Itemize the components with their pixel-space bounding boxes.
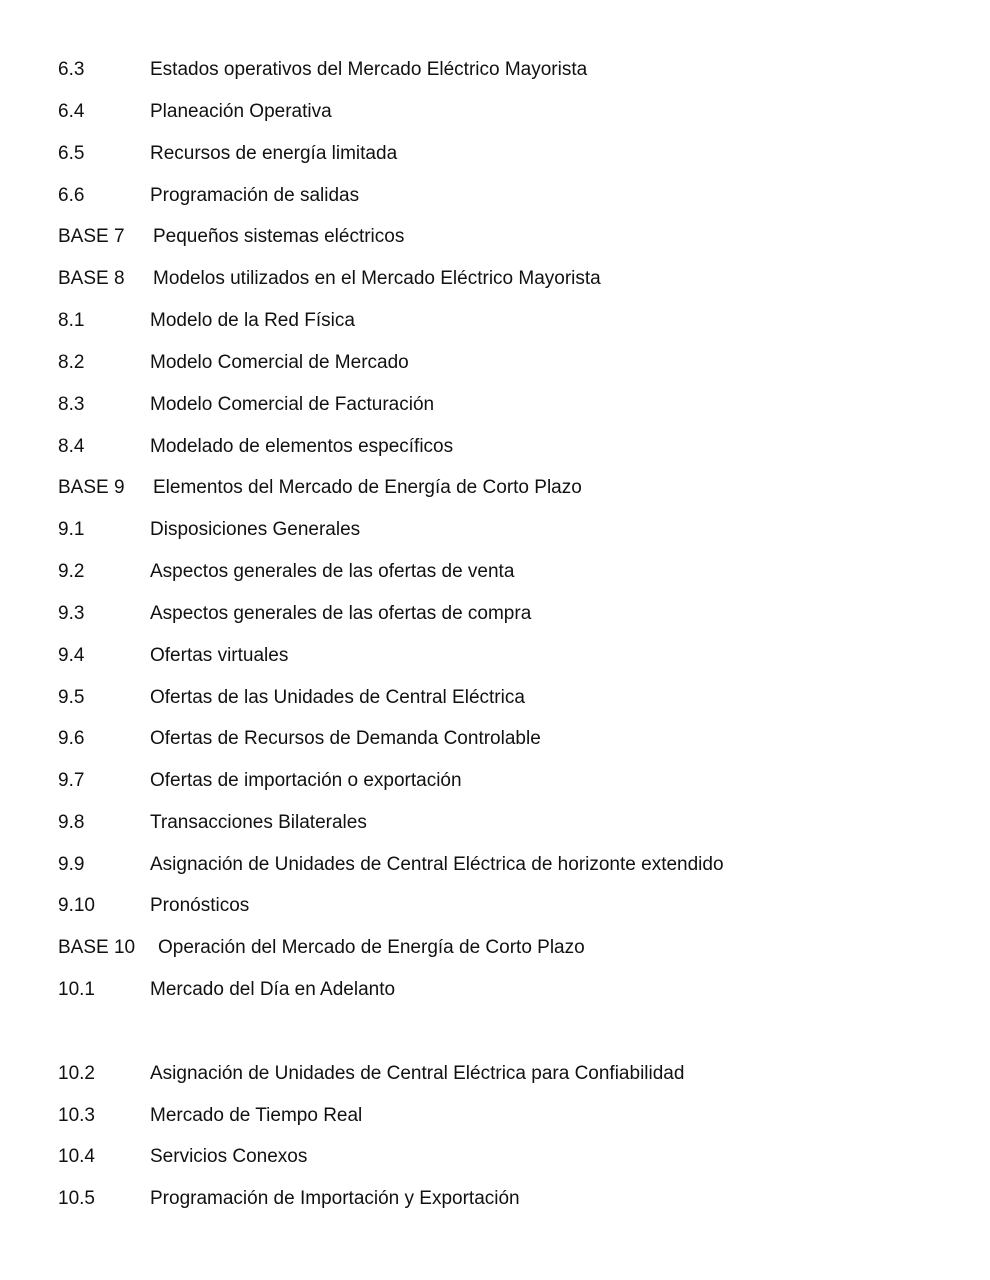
- toc-entry-title: Disposiciones Generales: [150, 519, 361, 540]
- toc-entry-title: Asignación de Unidades de Central Eléctrica de horizonte extendido: [150, 854, 724, 875]
- toc-entry-title: Pequeños sistemas eléctricos: [153, 226, 405, 247]
- toc-entry-title: Modelo de la Red Física: [150, 310, 355, 331]
- toc-entry-title: Mercado del Día en Adelanto: [150, 979, 396, 1000]
- toc-entry-title: Planeación Operativa: [150, 101, 332, 122]
- toc-entry-title: Transacciones Bilaterales: [150, 812, 367, 833]
- toc-entry-title: Aspectos generales de las ofertas de venta: [150, 561, 515, 582]
- toc-entry-title: Recursos de energía limitada: [150, 143, 398, 164]
- toc-entry-title: Modelo Comercial de Facturación: [150, 394, 435, 415]
- toc-entry-number: 6.6: [58, 185, 85, 206]
- toc-entry-title: Modelos utilizados en el Mercado Eléctrico Mayorista: [153, 268, 601, 289]
- toc-entry-title: Asignación de Unidades de Central Eléctrica para Confiabilidad: [150, 1063, 685, 1084]
- toc-entry-number: 9.5: [58, 687, 85, 708]
- toc-entry-number: 9.7: [58, 770, 85, 791]
- toc-entry-number: 10.3: [58, 1105, 95, 1126]
- toc-entry-title: Servicios Conexos: [150, 1146, 308, 1167]
- toc-entry-title: Elementos del Mercado de Energía de Corto Plazo: [153, 477, 582, 498]
- toc-entry-number: 8.1: [58, 310, 85, 331]
- toc-entry-number: 8.4: [58, 436, 85, 457]
- toc-entry-number: BASE 10: [58, 937, 136, 958]
- toc-entry-number: 10.4: [58, 1146, 95, 1167]
- toc-entry-title: Ofertas de importación o exportación: [150, 770, 462, 791]
- toc-entry-title: Ofertas de las Unidades de Central Eléctrica: [150, 687, 525, 708]
- toc-entry-number: 9.2: [58, 561, 85, 582]
- toc-entry-title: Operación del Mercado de Energía de Corto Plazo: [158, 937, 585, 958]
- toc-entry-title: Modelado de elementos específicos: [150, 436, 454, 457]
- toc-entry-number: 10.1: [58, 979, 95, 1000]
- toc-entry-title: Pronósticos: [150, 895, 250, 916]
- toc-entry-title: Modelo Comercial de Mercado: [150, 352, 409, 373]
- toc-entry-number: 9.8: [58, 812, 85, 833]
- toc-entry-number: 9.10: [58, 895, 95, 916]
- toc-entry-number: 9.6: [58, 728, 85, 749]
- toc-entry-title: Programación de Importación y Exportación: [150, 1188, 520, 1209]
- toc-entry-number: 6.4: [58, 101, 85, 122]
- toc-entry-number: 9.9: [58, 854, 85, 875]
- toc-entry-number: 6.3: [58, 59, 85, 80]
- toc-entry-number: BASE 9: [58, 477, 125, 498]
- toc-entry-number: 9.3: [58, 603, 85, 624]
- toc-entry-title: Programación de salidas: [150, 185, 360, 206]
- toc-entry-title: Ofertas de Recursos de Demanda Controlable: [150, 728, 541, 749]
- toc-entry-number: 8.3: [58, 394, 85, 415]
- toc-entry-title: Aspectos generales de las ofertas de compra: [150, 603, 532, 624]
- toc-entry-number: BASE 8: [58, 268, 125, 289]
- toc-entry-number: BASE 7: [58, 226, 125, 247]
- toc-entry-number: 6.5: [58, 143, 85, 164]
- toc-entry-title: Estados operativos del Mercado Eléctrico Mayorista: [150, 59, 588, 80]
- toc-entry-number: 8.2: [58, 352, 85, 373]
- toc-entry-number: 9.4: [58, 645, 85, 666]
- toc-entry-title: Ofertas virtuales: [150, 645, 289, 666]
- toc-entry-number: 10.5: [58, 1188, 95, 1209]
- toc-entry-number: 10.2: [58, 1063, 95, 1084]
- toc-entry-number: 9.1: [58, 519, 85, 540]
- toc-entry-title: Mercado de Tiempo Real: [150, 1105, 363, 1126]
